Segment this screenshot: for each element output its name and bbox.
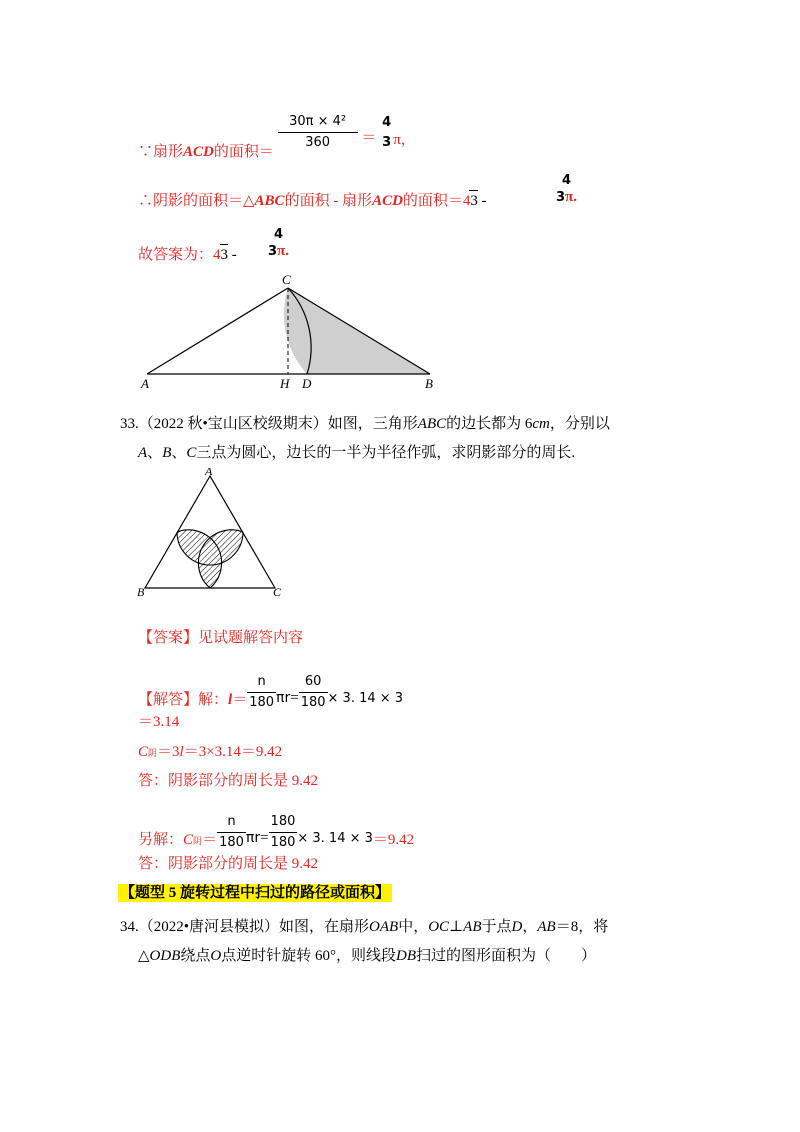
answer-sentence-1: 答：阴影部分的周长是 9.42 bbox=[138, 773, 319, 789]
question-34-line-1: 34.（2022•唐河县模拟）如图，在扇形OAB中，OC⊥AB于点D，AB＝8，将 bbox=[120, 919, 609, 935]
fraction-4-3-line2: 4 3π. bbox=[556, 173, 578, 205]
label-a: A bbox=[141, 376, 149, 391]
sol-text: ∵扇形 bbox=[138, 143, 184, 160]
equals-sign: ＝ bbox=[361, 129, 377, 146]
triangle-sector-figure bbox=[135, 270, 445, 392]
solution-line-1 bbox=[138, 112, 416, 160]
question-33-line-1: 33.（2022 秋•宝山区校级期末）如图，三角形ABC的边长都为 6cm，分别以 bbox=[120, 416, 610, 432]
sqrt-3: 3 bbox=[469, 190, 478, 211]
label-c: C bbox=[282, 272, 291, 287]
final-answer-line: 故答案为：43 - bbox=[138, 244, 237, 265]
label-b: B bbox=[137, 585, 145, 598]
answer-line: 【答案】见试题解答内容 bbox=[138, 630, 304, 646]
result-line-1: ＝3.14 bbox=[138, 714, 180, 730]
alt-solution-line: 另解：$C_阴=$ $\frac{n}{180}$ πr= $\frac{180}{180}$ × 3. 14 × 3＝9.42 bbox=[138, 812, 414, 853]
side-ac bbox=[147, 288, 288, 374]
fraction-n-180: $\frac{n}{180}$ bbox=[247, 672, 276, 713]
fraction-4-3: 4 3 bbox=[382, 114, 392, 150]
label-c: C bbox=[273, 585, 282, 598]
sector-acd: ACD bbox=[183, 143, 214, 160]
fraction-n-180-alt: $\frac{n}{180}$ bbox=[217, 812, 246, 853]
solution-line-2: ∴阴影的面积＝△ABC的面积 - 扇形ACD的面积＝43 - bbox=[138, 190, 487, 211]
equilateral-arc-figure bbox=[135, 468, 295, 598]
solution-formula-line: 【解答】解：l＝ $\frac{n}{180}$ πr= $\frac{60}{180}$ × 3. 14 × 3 bbox=[138, 672, 403, 713]
question-33-line-2: A、B、C三点为圆心，边长的一半为半径作弧，求阴影部分的周长. bbox=[138, 445, 576, 461]
sol-text: 的面积＝ bbox=[213, 143, 274, 160]
label-a: A bbox=[205, 468, 213, 478]
fraction-180-180: $\frac{180}{180}$ bbox=[269, 812, 298, 853]
fraction-4-3-line3: 4 3π. bbox=[268, 227, 290, 259]
result-line-2: C阴＝3l＝3×3.14＝9.42 bbox=[138, 744, 283, 760]
fraction-60-180: $\frac{60}{180}$ bbox=[299, 672, 328, 713]
fraction-sector-area: $\frac{\text{30π × 4²}}{360}$ bbox=[278, 112, 358, 153]
label-h: H bbox=[280, 376, 290, 391]
pi-comma: π， bbox=[393, 131, 416, 148]
section-heading: 【题型 5 旋转过程中扫过的路径或面积】 bbox=[120, 885, 391, 901]
hatched-region bbox=[177, 530, 243, 588]
question-34-line-2: △ODB绕点O点逆时针旋转 60°，则线段DB扫过的图形面积为（ ） bbox=[138, 948, 596, 964]
label-d: D bbox=[302, 376, 312, 391]
answer-sentence-2: 答：阴影部分的周长是 9.42 bbox=[138, 856, 319, 872]
label-b: B bbox=[425, 376, 433, 391]
